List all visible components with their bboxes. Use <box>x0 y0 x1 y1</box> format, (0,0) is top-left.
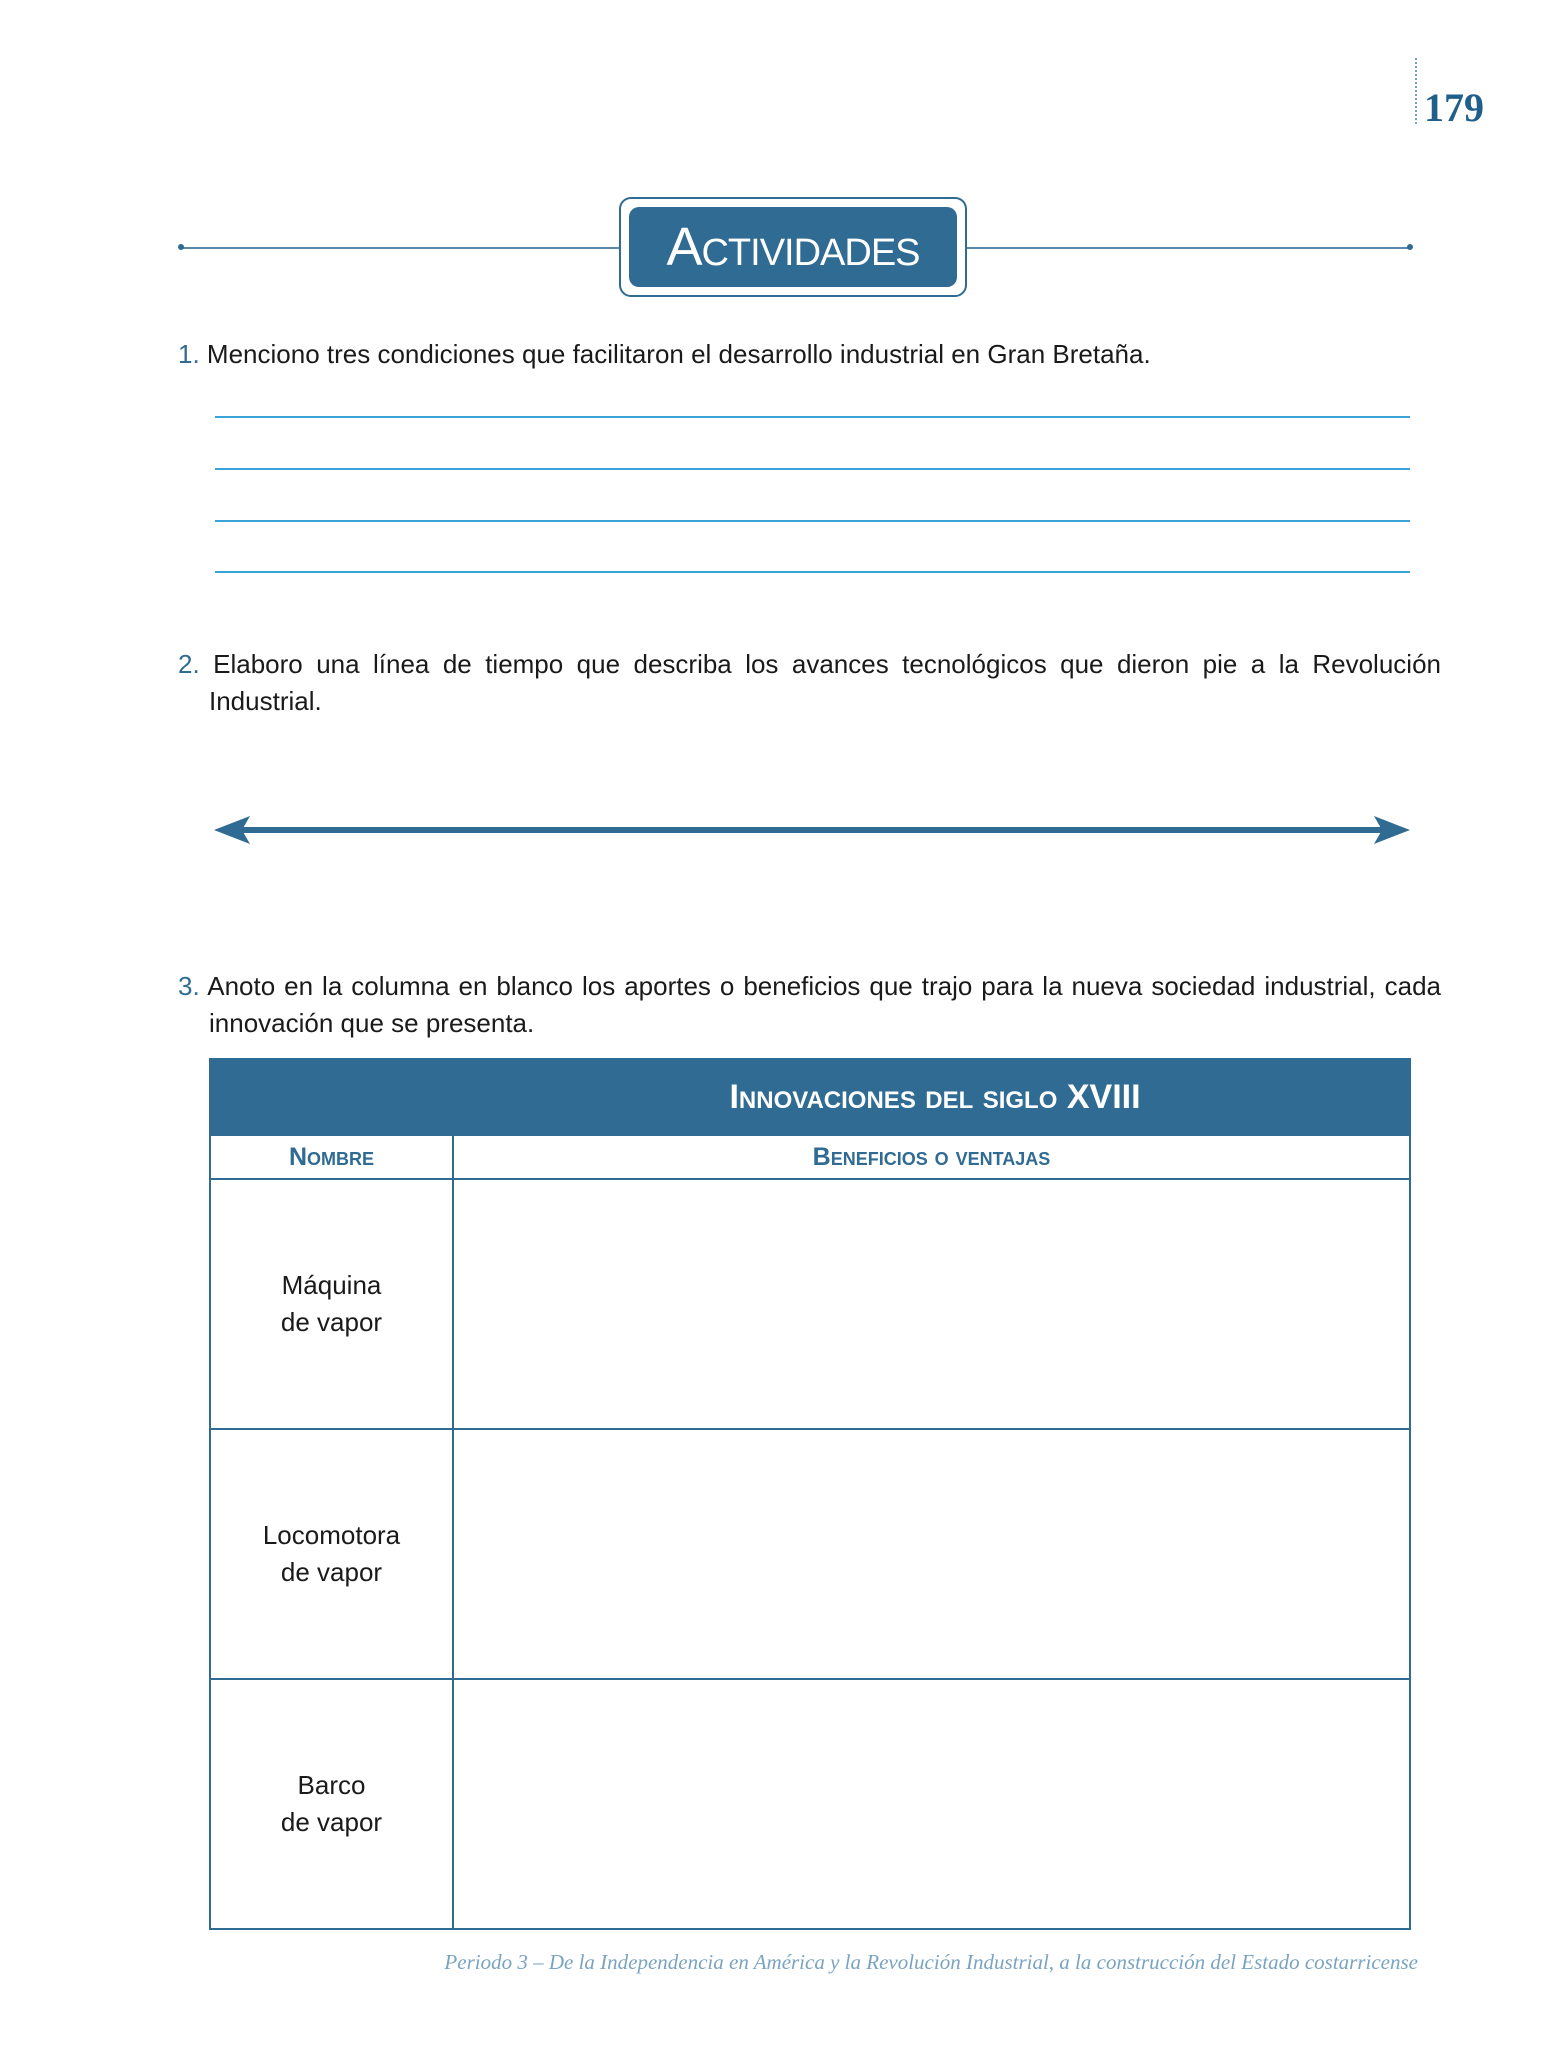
question-1 <box>178 336 1410 373</box>
column-header-name: Nombre <box>210 1135 453 1179</box>
page-footer: Periodo 3 – De la Independencia en América y la Revolución Industrial, a la construcción del Estado costarricense <box>444 1950 1418 1974</box>
question-number: 1. <box>178 339 200 369</box>
rule-dot-left <box>178 244 184 250</box>
innovation-name <box>210 1179 453 1429</box>
question-2 <box>178 646 1441 720</box>
name-line: de vapor <box>280 1807 383 1837</box>
table-row <box>210 1429 1410 1679</box>
question-text: Anoto en la columna en blanco los aportes o beneficios que trajo para la nueva sociedad industrial, cada innovación que se presenta. <box>207 971 1441 1038</box>
name-line: de vapor <box>280 1307 383 1337</box>
benefit-cell[interactable] <box>453 1429 1410 1679</box>
question-3 <box>178 968 1441 1042</box>
benefit-cell[interactable] <box>453 1679 1410 1929</box>
answer-line[interactable] <box>215 468 1410 470</box>
name-line: de vapor <box>280 1557 383 1587</box>
question-text: Elaboro una línea de tiempo que describa los avances tecnológicos que dieron pie a la Revolución Industrial. <box>209 649 1441 716</box>
innovations-table <box>209 1058 1411 1930</box>
name-line: Barco <box>297 1770 366 1800</box>
table-row <box>210 1679 1410 1929</box>
innovation-name <box>210 1429 453 1679</box>
table-row <box>210 1179 1410 1429</box>
rule-dot-right <box>1407 244 1413 250</box>
page-number: 179 <box>1424 85 1484 130</box>
section-title: Actividades <box>629 207 957 287</box>
benefit-cell[interactable] <box>453 1179 1410 1429</box>
question-number: 3. <box>178 971 200 1001</box>
question-text: Menciono tres condiciones que facilitaron el desarrollo industrial en Gran Bretaña. <box>206 339 1151 369</box>
name-line: Locomotora <box>262 1520 401 1550</box>
answer-line[interactable] <box>215 571 1410 573</box>
answer-line[interactable] <box>215 416 1410 418</box>
column-header-benefits: Beneficios o ventajas <box>453 1135 1410 1179</box>
page-number-divider <box>1415 58 1417 124</box>
innovation-name <box>210 1679 453 1929</box>
timeline-arrow[interactable] <box>214 812 1412 848</box>
question-number: 2. <box>178 649 200 679</box>
name-line: Máquina <box>281 1270 382 1300</box>
table-title: Innovaciones del siglo XVIII <box>210 1059 1410 1135</box>
answer-line[interactable] <box>215 520 1410 522</box>
